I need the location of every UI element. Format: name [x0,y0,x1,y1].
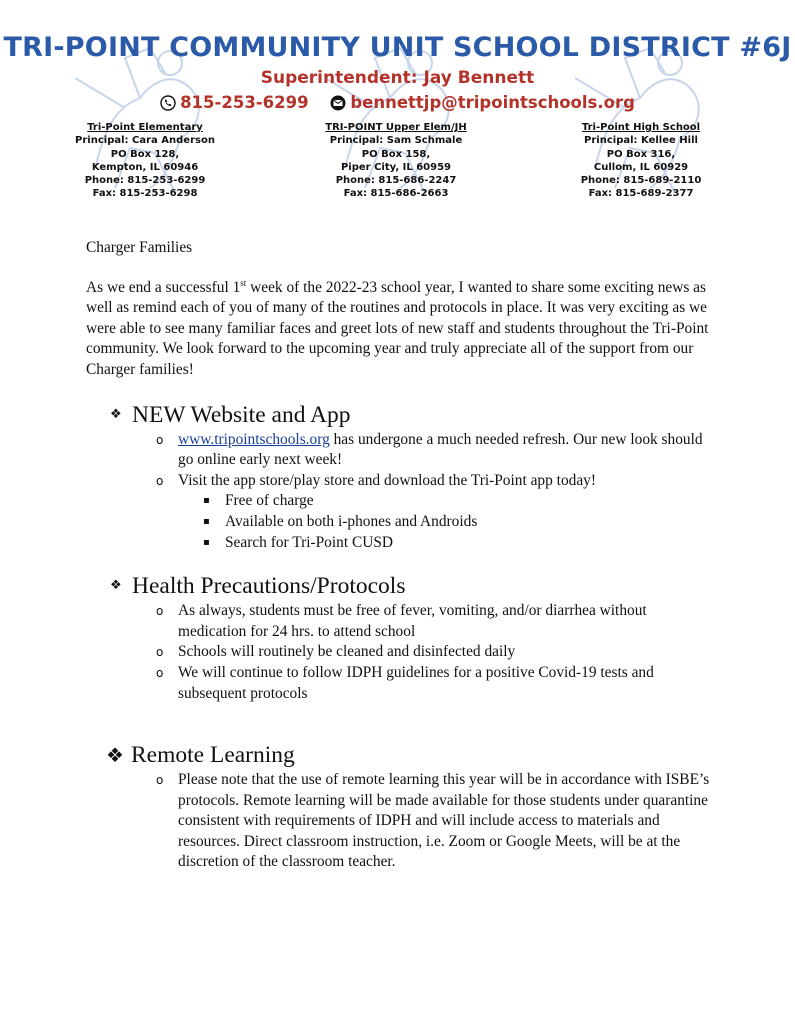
school-fax: Fax: 815-689-2377 [588,188,694,200]
school-po-box: PO Box 128, [110,148,180,160]
intro-text-b: week of the 2022-23 school year, I wanted to share some exciting news as well as remind each of you of many of the routines and protocols in place. It was very exciting as we were able to see many familiar faces and greet lots of new staff and students throughout the Tri-Point community. We look forward to the upcoming year and truly appreciate all of the support from our Charger families! [86,278,709,378]
letter-body [86,238,716,873]
school-phone: Phone: 815-686-2247 [335,175,457,187]
school-phone: Phone: 815-689-2110 [580,175,702,187]
section-website [86,400,716,554]
intro-text-a: As we end a successful 1 [86,278,241,296]
school-po-box: PO Box 158, [361,148,431,160]
school-fax: Fax: 815-686-2663 [343,188,449,200]
list-item [86,601,716,642]
school-principal: Principal: Sam Schmale [329,135,463,147]
school-block-upper-elem [296,121,496,201]
section-heading [86,571,716,601]
list-item [86,533,716,554]
envelope-icon [330,95,346,111]
health-item: We will continue to follow IDPH guidelines for a positive Covid-19 tests and subsequent protocols [178,663,654,702]
list-item [86,642,716,663]
app-item-text: Visit the app store/play store and download the Tri-Point app today! [178,471,596,489]
school-principal: Principal: Cara Anderson [75,135,215,147]
website-item-text: has undergone a much needed refresh. Our new look should go online early next week! [178,430,703,469]
app-point: Free of charge [225,492,314,510]
list-item [86,491,716,512]
phone-contact [160,93,309,112]
health-item: Schools will routinely be cleaned and disinfected daily [178,643,516,661]
health-item: As always, students must be free of fever, vomiting, and/or diarrhea without medication for 24 hrs. to attend school [178,602,647,640]
school-phone: Phone: 815-253-6299 [84,175,206,187]
circle-bullet-icon: o [156,665,164,680]
school-principal: Principal: Kellee Hill [584,135,698,147]
section-heading [86,740,716,770]
website-heading: NEW Website and App [132,401,351,428]
section-heading [86,400,716,430]
school-city: Cullom, IL 60929 [593,161,689,173]
diamond-bullet-icon: ❖ [110,406,122,422]
greeting: Charger Families [86,239,193,256]
app-point: Search for Tri-Point CUSD [225,533,394,551]
circle-bullet-icon: o [156,604,164,619]
school-name: TRI-POINT Upper Elem/JH [325,122,467,133]
list-item [86,512,716,533]
intro-superscript: st [240,277,247,288]
square-bullet-icon: ▪ [203,515,210,527]
school-name: Tri-Point Elementary [87,122,203,133]
school-fax: Fax: 815-253-6298 [92,188,198,200]
list-item [86,471,716,492]
list-item [86,770,716,873]
circle-bullet-icon: o [156,473,164,488]
health-heading: Health Precautions/Protocols [132,573,406,600]
circle-bullet-icon: o [156,773,164,788]
diamond-bullet-icon: ❖ [110,578,122,594]
phone-number: 815-253-6299 [180,93,309,112]
square-bullet-icon: ▪ [203,495,210,507]
section-remote [86,740,716,873]
intro-paragraph [86,278,716,381]
remote-heading: Remote Learning [131,742,295,769]
circle-bullet-icon: o [156,432,164,447]
school-name: Tri-Point High School [581,122,701,133]
email-address: bennettjp@tripointschools.org [350,93,635,112]
school-block-elementary [45,121,245,201]
section-health [86,571,716,704]
email-contact [330,93,635,112]
superintendent-name: Superintendent: Jay Bennett [260,68,535,88]
school-po-box: PO Box 316, [606,148,676,160]
list-item [86,663,716,704]
circle-bullet-icon: o [156,645,164,660]
school-city: Piper City, IL 60959 [340,161,452,173]
remote-item: Please note that the use of remote learning this year will be in accordance with ISBE’s protocols. Remote learning will be made available for those students under quarantine consistent with requirements of IDPH and will include access to materials and resources. Direct classroom instruction, i.e. Zoom or Google Meets, will be at the discretion of the classroom teacher. [178,771,710,871]
contact-line [0,93,795,115]
square-bullet-icon: ▪ [203,536,210,548]
diamond-bullet-icon: ❖ [106,743,124,768]
app-point: Available on both i-phones and Androids [225,512,478,530]
school-city: Kempton, IL 60946 [91,161,199,173]
website-link[interactable]: www.tripointschools.org [178,430,330,448]
school-block-high-school [541,121,741,201]
list-item [86,430,716,471]
phone-icon [160,95,176,111]
district-title: TRI-POINT COMMUNITY UNIT SCHOOL DISTRICT #6J [3,32,792,63]
